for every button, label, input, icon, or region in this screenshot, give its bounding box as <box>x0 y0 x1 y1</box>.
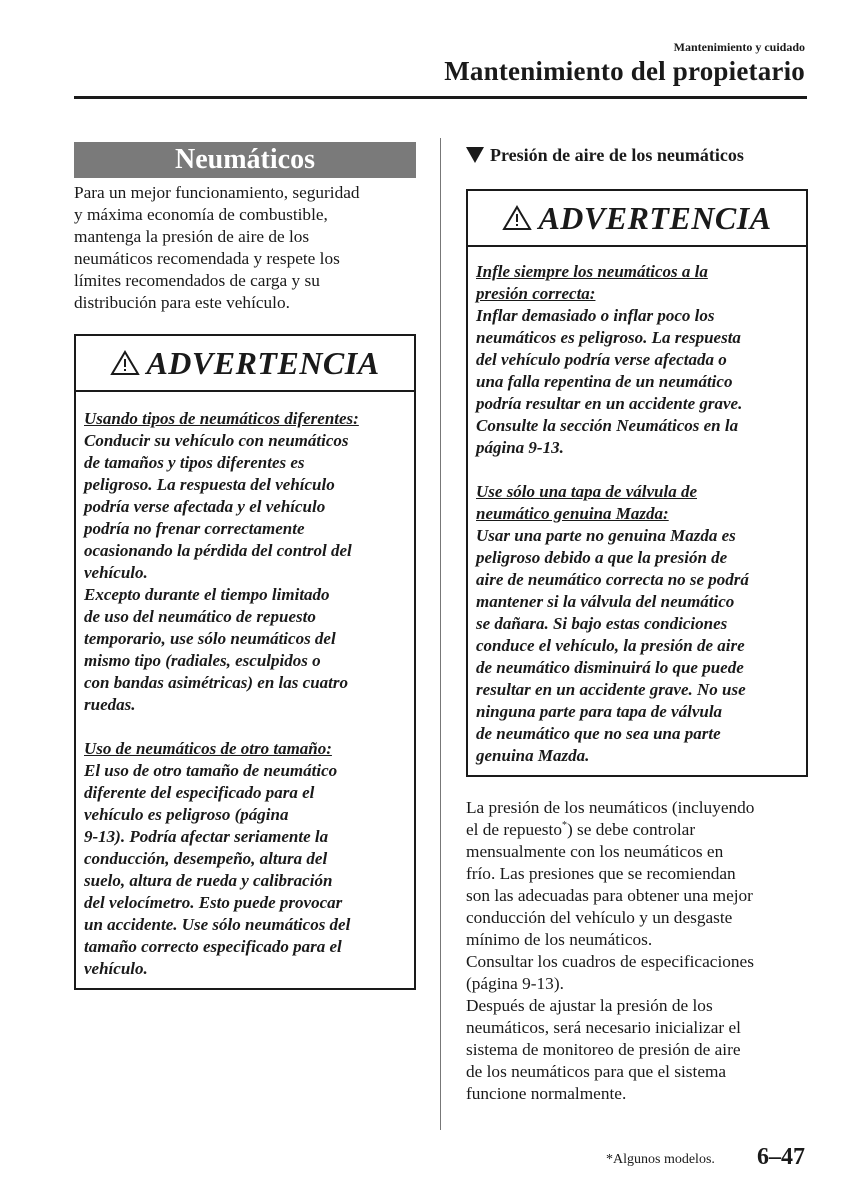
warning-line: resultar en un accidente grave. No use <box>476 680 746 699</box>
warning-heading: Uso de neumáticos de otro tamaño: <box>84 739 332 758</box>
intro-line: y máxima economía de combustible, <box>74 205 328 224</box>
section-title: Mantenimiento del propietario <box>444 56 805 86</box>
warning-line: de neumático que no sea una parte <box>476 724 721 743</box>
header-rule <box>74 96 807 99</box>
paragraph-line: neumáticos, será necesario inicializar el <box>466 1018 741 1037</box>
footnote: *Algunos modelos. <box>606 1152 715 1167</box>
warning-line: un accidente. Use sólo neumáticos del <box>84 915 351 934</box>
footnote-marker: * <box>561 820 567 832</box>
column-divider <box>440 138 441 1130</box>
warning-line: del vehículo podría verse afectada o <box>476 350 727 369</box>
warning-heading: Use sólo una tapa de válvula de <box>476 482 697 501</box>
paragraph-line: mensualmente con los neumáticos en <box>466 842 724 861</box>
paragraph-line: son las adecuadas para obtener una mejor <box>466 886 753 905</box>
warning-title: ADVERTENCIA <box>538 199 772 236</box>
warning-line: podría no frenar correctamente <box>84 519 305 538</box>
warning-body <box>468 247 806 775</box>
warning-line: con bandas asimétricas) en las cuatro <box>84 673 348 692</box>
warning-line: Consulte la sección Neumáticos en la <box>476 416 739 435</box>
warning-line: vehículo. <box>84 563 148 582</box>
warning-triangle-icon <box>110 350 140 376</box>
paragraph-line <box>466 819 808 841</box>
paragraph-line: Después de ajustar la presión de los <box>466 996 713 1015</box>
warning-title: ADVERTENCIA <box>146 344 380 381</box>
warning-line: se dañara. Si bajo estas condiciones <box>476 614 728 633</box>
down-triangle-icon <box>466 147 484 163</box>
warning-line: suelo, altura de rueda y calibración <box>84 871 333 890</box>
warning-box-right <box>466 189 808 777</box>
warning-line: diferente del especificado para el <box>84 783 315 802</box>
warning-line: una falla repentina de un neumático <box>476 372 733 391</box>
warning-header <box>468 191 806 247</box>
warning-heading: Infle siempre los neumáticos a la <box>476 262 708 281</box>
warning-line: mismo tipo (radiales, esculpidos o <box>84 651 321 670</box>
left-column <box>74 142 416 990</box>
warning-line: tamaño correcto especificado para el <box>84 937 342 956</box>
warning-box-left <box>74 334 416 990</box>
warning-body <box>76 392 414 988</box>
paragraph-line: frío. Las presiones que se recomiendan <box>466 864 736 883</box>
intro-line: distribución para este vehículo. <box>74 293 290 312</box>
warning-line: peligroso. La respuesta del vehículo <box>84 475 335 494</box>
warning-line: de tamaños y tipos diferentes es <box>84 453 305 472</box>
paragraph-line: conducción del vehículo y un desgaste <box>466 908 733 927</box>
warning-heading: neumático genuina Mazda: <box>476 504 669 523</box>
warning-line: podría resultar en un accidente grave. <box>476 394 743 413</box>
warning-line: podría verse afectada y el vehículo <box>84 497 326 516</box>
warning-line: de uso del neumático de repuesto <box>84 607 316 626</box>
warning-line: página 9-13. <box>476 438 564 457</box>
warning-line: conducción, desempeño, altura del <box>84 849 328 868</box>
intro-line: mantenga la presión de aire de los <box>74 227 310 246</box>
intro-line: neumáticos recomendada y respete los <box>74 249 340 268</box>
paragraph-line: funcione normalmente. <box>466 1084 627 1103</box>
warning-header <box>76 336 414 392</box>
warning-line: Excepto durante el tiempo limitado <box>84 585 330 604</box>
warning-triangle-icon <box>502 205 532 231</box>
warning-line: genuina Mazda. <box>476 746 590 765</box>
warning-line: aire de neumático correcta no se podrá <box>476 570 749 589</box>
pressure-heading <box>466 142 808 168</box>
paragraph-line: de los neumáticos para que el sistema <box>466 1062 727 1081</box>
right-column <box>466 142 808 1105</box>
warning-line: mantener si la válvula del neumático <box>476 592 735 611</box>
warning-line: conduce el vehículo, la presión de aire <box>476 636 745 655</box>
warning-line: Inflar demasiado o inflar poco los <box>476 306 715 325</box>
pressure-paragraph <box>466 797 808 1105</box>
paragraph-line: Consultar los cuadros de especificaciones <box>466 952 754 971</box>
warning-line: ruedas. <box>84 695 136 714</box>
warning-line: del velocímetro. Esto puede provocar <box>84 893 343 912</box>
paragraph-line: (página 9-13). <box>466 974 564 993</box>
warning-line: El uso de otro tamaño de neumático <box>84 761 338 780</box>
page-number: 6–47 <box>757 1144 805 1170</box>
warning-line: 9-13). Podría afectar seriamente la <box>84 827 329 846</box>
warning-line: ocasionando la pérdida del control del <box>84 541 352 560</box>
warning-line: vehículo. <box>84 959 148 978</box>
warning-line: neumáticos es peligroso. La respuesta <box>476 328 741 347</box>
warning-line: temporario, use sólo neumáticos del <box>84 629 336 648</box>
neumaticos-title: Neumáticos <box>74 142 416 178</box>
warning-line: peligroso debido a que la presión de <box>476 548 728 567</box>
warning-line: Conducir su vehículo con neumáticos <box>84 431 349 450</box>
warning-heading: presión correcta: <box>476 284 596 303</box>
paragraph-line: sistema de monitoreo de presión de aire <box>466 1040 741 1059</box>
warning-line: de neumático disminuirá lo que puede <box>476 658 744 677</box>
warning-line: vehículo es peligroso (página <box>84 805 289 824</box>
paragraph-text: el de repuesto <box>466 820 562 839</box>
intro-line: límites recomendados de carga y su <box>74 271 320 290</box>
paragraph-line: La presión de los neumáticos (incluyendo <box>466 798 755 817</box>
warning-line: ninguna parte para tapa de válvula <box>476 702 723 721</box>
paragraph-text: ) se debe controlar <box>566 820 696 839</box>
pressure-heading-text: Presión de aire de los neumáticos <box>490 144 744 165</box>
intro-line: Para un mejor funcionamiento, seguridad <box>74 183 360 202</box>
intro-paragraph <box>74 182 416 314</box>
paragraph-line: mínimo de los neumáticos. <box>466 930 653 949</box>
chapter-title: Mantenimiento y cuidado <box>673 40 805 54</box>
warning-heading: Usando tipos de neumáticos diferentes: <box>84 409 359 428</box>
warning-line: Usar una parte no genuina Mazda es <box>476 526 736 545</box>
